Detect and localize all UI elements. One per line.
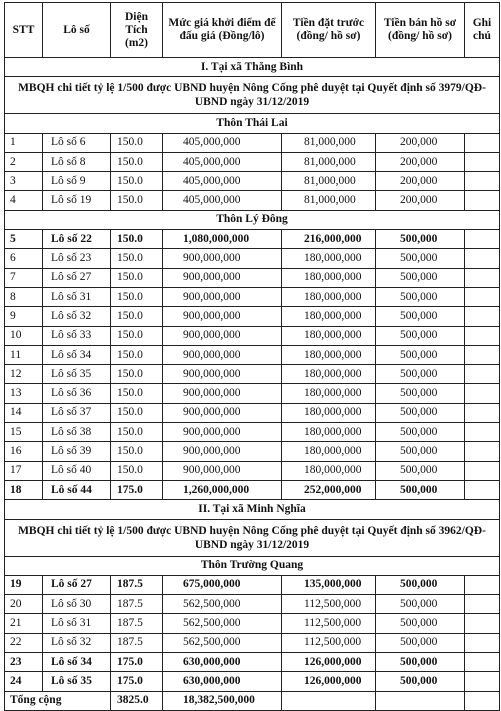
row-lot: Lô số 8 xyxy=(43,152,111,171)
row-lot: Lô số 31 xyxy=(43,287,111,306)
row-stt: 24 xyxy=(5,672,43,691)
row-lot: Lô số 40 xyxy=(43,461,111,480)
row-fee: 500,000 xyxy=(376,653,465,672)
row-price: 630,000,000 xyxy=(163,672,282,691)
row-fee: 500,000 xyxy=(376,365,465,384)
section-title: I. Tại xã Thăng Bình xyxy=(5,58,500,77)
row-note xyxy=(465,480,500,499)
row-lot: Lô số 9 xyxy=(43,172,111,191)
row-deposit: 112,500,000 xyxy=(282,595,376,614)
row-lot: Lô số 34 xyxy=(43,653,111,672)
table-row xyxy=(5,442,500,461)
row-stt: 13 xyxy=(5,384,43,403)
row-deposit: 180,000,000 xyxy=(282,365,376,384)
table-row xyxy=(5,249,500,268)
row-note xyxy=(465,653,500,672)
row-area: 150.0 xyxy=(111,249,163,268)
row-note xyxy=(465,403,500,422)
row-price: 900,000,000 xyxy=(163,461,282,480)
row-price: 900,000,000 xyxy=(163,307,282,326)
row-area: 150.0 xyxy=(111,384,163,403)
plan-row xyxy=(5,77,500,114)
row-note xyxy=(465,633,500,652)
row-lot: Lô số 6 xyxy=(43,133,111,152)
header-fee: Tiền bán hồ sơ (đồng/ hồ sơ) xyxy=(376,3,465,58)
header-deposit: Tiền đặt trước (đồng/ hồ sơ) xyxy=(282,3,376,58)
row-fee: 200,000 xyxy=(376,133,465,152)
row-stt: 19 xyxy=(5,575,43,594)
row-stt: 23 xyxy=(5,653,43,672)
row-note xyxy=(465,461,500,480)
table-row xyxy=(5,423,500,442)
row-deposit: 135,000,000 xyxy=(282,575,376,594)
table-body xyxy=(5,58,500,711)
row-lot: Lô số 27 xyxy=(43,268,111,287)
table-row xyxy=(5,403,500,422)
row-stt: 12 xyxy=(5,365,43,384)
table-row xyxy=(5,268,500,287)
row-lot: Lô số 37 xyxy=(43,403,111,422)
row-note xyxy=(465,307,500,326)
row-area: 150.0 xyxy=(111,152,163,171)
row-note xyxy=(465,614,500,633)
header-lot: Lô số xyxy=(43,3,111,58)
row-note xyxy=(465,423,500,442)
row-area: 150.0 xyxy=(111,133,163,152)
row-lot: Lô số 38 xyxy=(43,423,111,442)
row-price: 900,000,000 xyxy=(163,403,282,422)
village-name: Thôn Lý Đông xyxy=(5,210,500,229)
total-row xyxy=(5,691,500,710)
total-deposit-cell xyxy=(282,691,376,710)
row-lot: Lô số 19 xyxy=(43,191,111,210)
row-stt: 17 xyxy=(5,461,43,480)
row-fee: 500,000 xyxy=(376,249,465,268)
row-area: 187.5 xyxy=(111,595,163,614)
row-area: 150.0 xyxy=(111,172,163,191)
row-stt: 14 xyxy=(5,403,43,422)
row-price: 900,000,000 xyxy=(163,423,282,442)
row-lot: Lô số 39 xyxy=(43,442,111,461)
row-price: 900,000,000 xyxy=(163,249,282,268)
row-lot: Lô số 27 xyxy=(43,575,111,594)
total-label: Tổng cộng xyxy=(5,691,111,710)
row-note xyxy=(465,365,500,384)
row-lot: Lô số 35 xyxy=(43,365,111,384)
row-fee: 500,000 xyxy=(376,403,465,422)
row-fee: 500,000 xyxy=(376,230,465,249)
row-price: 630,000,000 xyxy=(163,653,282,672)
row-stt: 10 xyxy=(5,326,43,345)
row-area: 187.5 xyxy=(111,575,163,594)
table-row xyxy=(5,614,500,633)
total-area: 3825.0 xyxy=(111,691,163,710)
row-area: 175.0 xyxy=(111,672,163,691)
row-lot: Lô số 23 xyxy=(43,249,111,268)
village-row xyxy=(5,114,500,133)
total-price: 18,382,500,000 xyxy=(163,691,282,710)
row-fee: 500,000 xyxy=(376,345,465,364)
row-lot: Lô số 34 xyxy=(43,345,111,364)
section-row xyxy=(5,58,500,77)
row-fee: 500,000 xyxy=(376,268,465,287)
row-area: 150.0 xyxy=(111,403,163,422)
row-lot: Lô số 36 xyxy=(43,384,111,403)
row-note xyxy=(465,595,500,614)
row-fee: 500,000 xyxy=(376,287,465,306)
table-row xyxy=(5,595,500,614)
row-price: 405,000,000 xyxy=(163,172,282,191)
row-area: 150.0 xyxy=(111,287,163,306)
village-name: Thôn Trường Quang xyxy=(5,556,500,575)
row-lot: Lô số 44 xyxy=(43,480,111,499)
row-lot: Lô số 33 xyxy=(43,326,111,345)
row-deposit: 81,000,000 xyxy=(282,172,376,191)
row-deposit: 180,000,000 xyxy=(282,326,376,345)
row-area: 150.0 xyxy=(111,461,163,480)
row-stt: 20 xyxy=(5,595,43,614)
table-row xyxy=(5,307,500,326)
table-row xyxy=(5,365,500,384)
row-deposit: 216,000,000 xyxy=(282,230,376,249)
table-row xyxy=(5,191,500,210)
row-fee: 500,000 xyxy=(376,326,465,345)
row-deposit: 180,000,000 xyxy=(282,268,376,287)
table-row xyxy=(5,230,500,249)
row-area: 150.0 xyxy=(111,326,163,345)
section-row xyxy=(5,500,500,519)
row-fee: 500,000 xyxy=(376,614,465,633)
total-note-cell xyxy=(465,691,500,710)
row-note xyxy=(465,191,500,210)
row-deposit: 180,000,000 xyxy=(282,461,376,480)
row-deposit: 112,500,000 xyxy=(282,614,376,633)
row-fee: 500,000 xyxy=(376,575,465,594)
header-note: Ghi chú xyxy=(465,3,500,58)
row-price: 900,000,000 xyxy=(163,268,282,287)
village-row xyxy=(5,556,500,575)
row-fee: 500,000 xyxy=(376,633,465,652)
row-deposit: 180,000,000 xyxy=(282,307,376,326)
row-deposit: 180,000,000 xyxy=(282,249,376,268)
row-note xyxy=(465,672,500,691)
row-fee: 500,000 xyxy=(376,480,465,499)
row-price: 562,500,000 xyxy=(163,595,282,614)
village-name: Thôn Thái Lai xyxy=(5,114,500,133)
row-deposit: 180,000,000 xyxy=(282,442,376,461)
row-price: 405,000,000 xyxy=(163,133,282,152)
row-note xyxy=(465,133,500,152)
row-deposit: 126,000,000 xyxy=(282,672,376,691)
row-price: 562,500,000 xyxy=(163,633,282,652)
row-deposit: 81,000,000 xyxy=(282,133,376,152)
row-deposit: 180,000,000 xyxy=(282,345,376,364)
table-row xyxy=(5,152,500,171)
table-row xyxy=(5,672,500,691)
row-price: 405,000,000 xyxy=(163,191,282,210)
row-area: 175.0 xyxy=(111,653,163,672)
row-note xyxy=(465,268,500,287)
row-price: 900,000,000 xyxy=(163,326,282,345)
row-lot: Lô số 35 xyxy=(43,672,111,691)
row-fee: 500,000 xyxy=(376,461,465,480)
table-row xyxy=(5,653,500,672)
row-price: 1,260,000,000 xyxy=(163,480,282,499)
total-fee-cell xyxy=(376,691,465,710)
row-deposit: 112,500,000 xyxy=(282,633,376,652)
table-row xyxy=(5,633,500,652)
village-row xyxy=(5,210,500,229)
row-stt: 4 xyxy=(5,191,43,210)
table-row xyxy=(5,480,500,499)
row-lot: Lô số 32 xyxy=(43,633,111,652)
row-stt: 1 xyxy=(5,133,43,152)
row-price: 900,000,000 xyxy=(163,365,282,384)
row-note xyxy=(465,326,500,345)
row-fee: 200,000 xyxy=(376,152,465,171)
row-fee: 500,000 xyxy=(376,307,465,326)
row-area: 175.0 xyxy=(111,480,163,499)
header-row xyxy=(5,3,500,58)
row-fee: 500,000 xyxy=(376,423,465,442)
row-deposit: 126,000,000 xyxy=(282,653,376,672)
row-price: 1,080,000,000 xyxy=(163,230,282,249)
auction-lot-table xyxy=(4,2,500,711)
row-note xyxy=(465,345,500,364)
row-fee: 500,000 xyxy=(376,384,465,403)
section-title: II. Tại xã Minh Nghĩa xyxy=(5,500,500,519)
header-stt: STT xyxy=(5,3,43,58)
row-stt: 7 xyxy=(5,268,43,287)
row-stt: 11 xyxy=(5,345,43,364)
table-row xyxy=(5,461,500,480)
row-note xyxy=(465,152,500,171)
row-stt: 8 xyxy=(5,287,43,306)
table-row xyxy=(5,345,500,364)
row-stt: 16 xyxy=(5,442,43,461)
row-stt: 3 xyxy=(5,172,43,191)
row-stt: 9 xyxy=(5,307,43,326)
table-row xyxy=(5,384,500,403)
row-lot: Lô số 22 xyxy=(43,230,111,249)
row-note xyxy=(465,172,500,191)
row-note xyxy=(465,442,500,461)
table-row xyxy=(5,575,500,594)
row-lot: Lô số 32 xyxy=(43,307,111,326)
row-fee: 500,000 xyxy=(376,672,465,691)
row-area: 150.0 xyxy=(111,191,163,210)
row-area: 150.0 xyxy=(111,268,163,287)
table-row xyxy=(5,326,500,345)
row-stt: 2 xyxy=(5,152,43,171)
row-lot: Lô số 30 xyxy=(43,595,111,614)
row-stt: 6 xyxy=(5,249,43,268)
row-fee: 200,000 xyxy=(376,191,465,210)
row-area: 150.0 xyxy=(111,365,163,384)
row-deposit: 252,000,000 xyxy=(282,480,376,499)
row-area: 187.5 xyxy=(111,614,163,633)
plan-text: MBQH chi tiết tỷ lệ 1/500 được UBND huyện Nông Cống phê duyệt tại Quyết định số 3979/QĐ-UBND ngày 31/12/2019 xyxy=(5,77,500,114)
row-deposit: 180,000,000 xyxy=(282,287,376,306)
row-stt: 15 xyxy=(5,423,43,442)
row-fee: 500,000 xyxy=(376,595,465,614)
row-deposit: 81,000,000 xyxy=(282,152,376,171)
row-price: 900,000,000 xyxy=(163,287,282,306)
row-note xyxy=(465,230,500,249)
row-fee: 200,000 xyxy=(376,172,465,191)
row-price: 900,000,000 xyxy=(163,384,282,403)
row-note xyxy=(465,249,500,268)
row-fee: 500,000 xyxy=(376,442,465,461)
header-area: Diện Tích (m2) xyxy=(111,3,163,58)
table-row xyxy=(5,172,500,191)
row-area: 150.0 xyxy=(111,345,163,364)
row-area: 150.0 xyxy=(111,423,163,442)
table-row xyxy=(5,287,500,306)
row-stt: 18 xyxy=(5,480,43,499)
header-price: Mức giá khởi điểm để đấu giá (Đồng/lô) xyxy=(163,3,282,58)
row-area: 150.0 xyxy=(111,442,163,461)
row-note xyxy=(465,575,500,594)
row-price: 675,000,000 xyxy=(163,575,282,594)
row-deposit: 180,000,000 xyxy=(282,384,376,403)
row-area: 150.0 xyxy=(111,307,163,326)
row-price: 405,000,000 xyxy=(163,152,282,171)
row-note xyxy=(465,287,500,306)
plan-row xyxy=(5,519,500,556)
row-note xyxy=(465,384,500,403)
row-price: 562,500,000 xyxy=(163,614,282,633)
plan-text: MBQH chi tiết tỷ lệ 1/500 được UBND huyện Nông Cống phê duyệt tại Quyết định số 3962/QĐ-UBND ngày 31/12/2019 xyxy=(5,519,500,556)
row-stt: 22 xyxy=(5,633,43,652)
row-stt: 21 xyxy=(5,614,43,633)
row-price: 900,000,000 xyxy=(163,442,282,461)
row-deposit: 180,000,000 xyxy=(282,423,376,442)
row-deposit: 81,000,000 xyxy=(282,191,376,210)
row-lot: Lô số 31 xyxy=(43,614,111,633)
row-stt: 5 xyxy=(5,230,43,249)
row-deposit: 180,000,000 xyxy=(282,403,376,422)
row-area: 150.0 xyxy=(111,230,163,249)
table-row xyxy=(5,133,500,152)
row-price: 900,000,000 xyxy=(163,345,282,364)
row-area: 187.5 xyxy=(111,633,163,652)
